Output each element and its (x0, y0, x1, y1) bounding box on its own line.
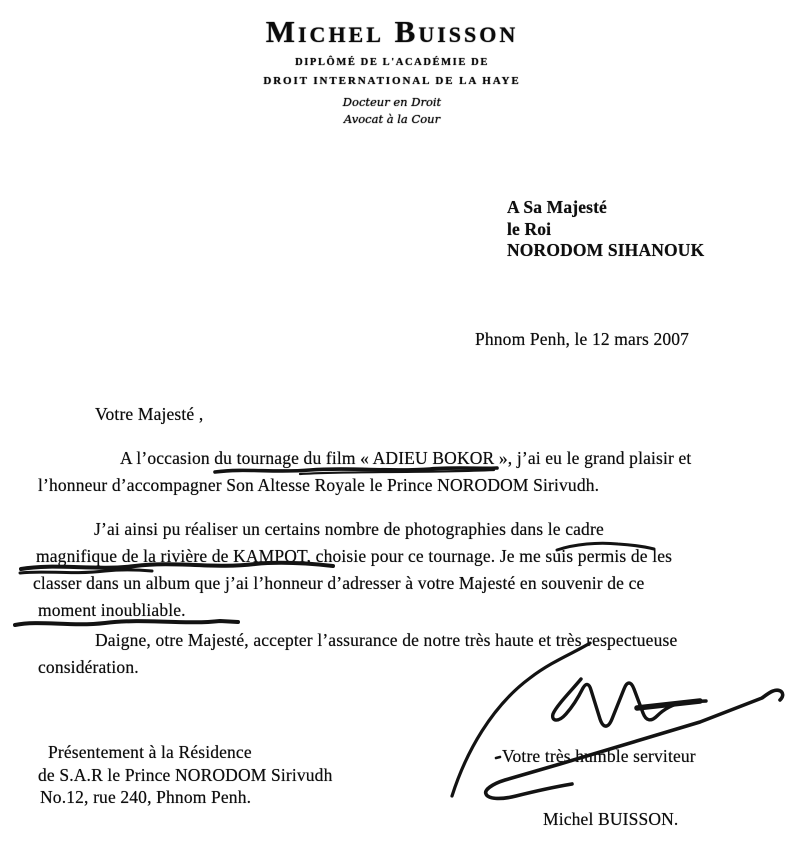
dateline: Phnom Penh, le 12 mars 2007 (475, 329, 690, 349)
underline-moment-inoubliable (15, 621, 238, 625)
recipient-line-2: le Roi (507, 219, 552, 239)
letterhead-name: Michel Buisson (265, 14, 519, 49)
para1-line2: l’honneur d’accompagner Son Altesse Royale le Prince NORODOM Sirivudh. (38, 475, 600, 495)
para3-line2: considération. (38, 657, 139, 677)
underline-adieu-bokor (215, 468, 497, 474)
para2-line3: classer dans un album que j’ai l’honneur d’adresser à votre Majesté en souvenir de ce (33, 573, 645, 593)
letterhead-script-1: Docteur en Droit (342, 95, 442, 109)
para2-line4: moment inoubliable. (38, 600, 186, 620)
letterhead-script-2: Avocat à la Cour (343, 112, 441, 126)
recipient-line-1: A Sa Majesté (507, 197, 607, 217)
sender-address-line-2: de S.A.R le Prince NORODOM Sirivudh (38, 765, 333, 785)
sender-address-line-1: Présentement à la Résidence (48, 742, 252, 762)
letterhead-credential-2: DROIT INTERNATIONAL DE LA HAYE (263, 75, 521, 87)
para3-line1: Daigne, otre Majesté, accepter l’assurance de notre très haute et très respectueuse (95, 630, 678, 650)
signatory-name: Michel BUISSON. (543, 809, 679, 829)
valediction: Votre très humble serviteur (502, 746, 696, 766)
salutation: Votre Majesté , (95, 404, 204, 424)
para2-line2: magnifique de la rivière de KAMPOT, choisie pour ce tournage. Je me suis permis de les (36, 546, 673, 566)
letterhead-credential-1: DIPLÔMÉ DE L'ACADÉMIE DE (295, 57, 489, 68)
recipient-line-3: NORODOM SIHANOUK (507, 240, 705, 260)
signature-scribble (452, 643, 783, 798)
letterhead (0, 14, 784, 126)
para1-line1: A l’occasion du tournage du film « ADIEU BOKOR », j’ai eu le grand plaisir et (120, 448, 692, 468)
para2-line1: J’ai ainsi pu réaliser un certains nombre de photographies dans le cadre (94, 519, 604, 539)
sender-address-line-3: No.12, rue 240, Phnom Penh. (40, 787, 252, 807)
